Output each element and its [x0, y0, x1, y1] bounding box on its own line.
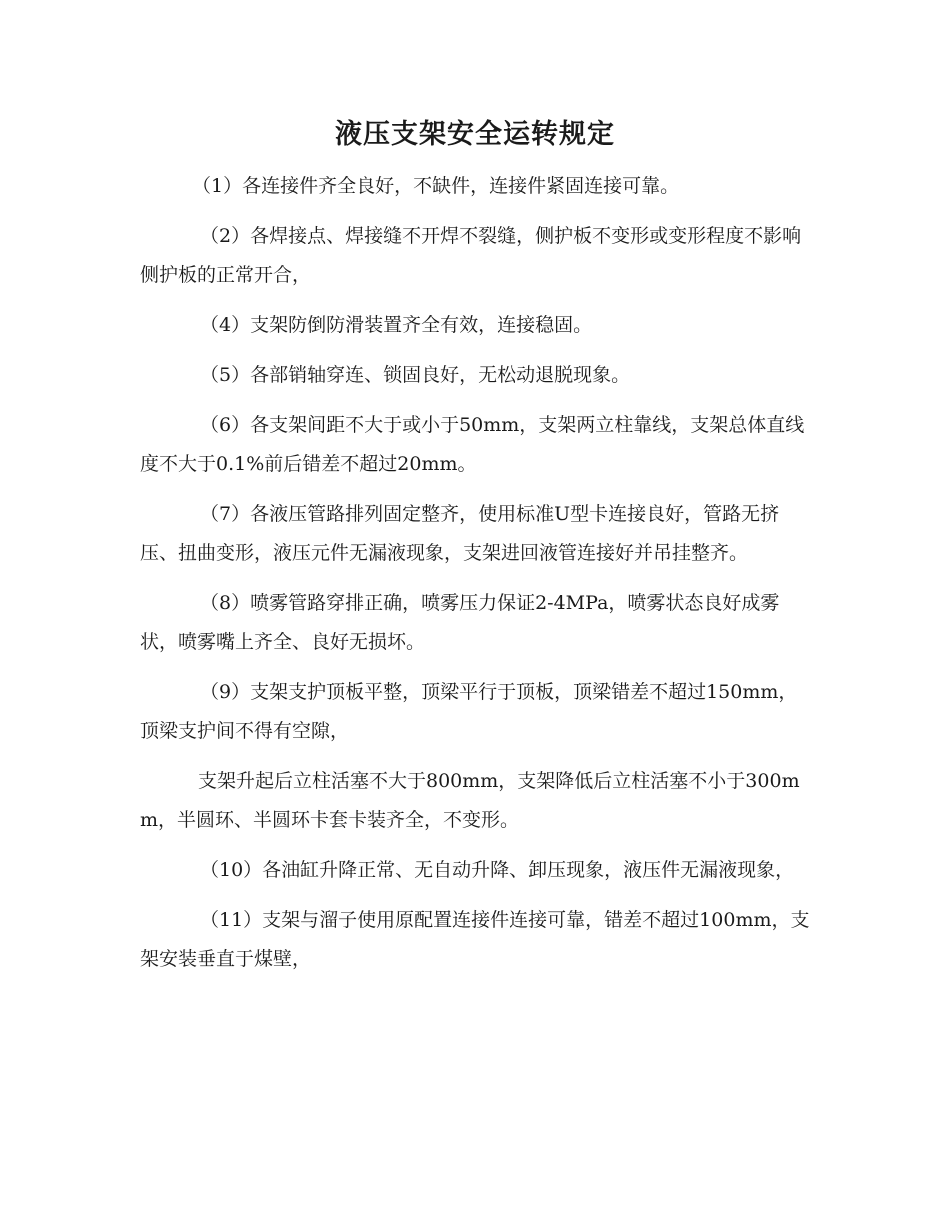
paragraph-item-9: （9）支架支护顶板平整，顶梁平行于顶板，顶梁错差不超过150mm，顶梁支护间不得有空隙， [140, 681, 798, 742]
paragraph-item-7: （7）各液压管路排列固定整齐，使用标准U型卡连接良好，管路无挤压、扭曲变形，液压元件无漏液现象，支架进回液管连接好并吊挂整齐。 [140, 503, 780, 564]
paragraph-item-2: （2）各焊接点、焊接缝不开焊不裂缝，侧护板不变形或变形程度不影响侧护板的正常开合， [140, 225, 802, 286]
paragraph-item-1: （1）各连接件齐全良好，不缺件，连接件紧固连接可靠。 [192, 175, 680, 197]
paragraph-item-8: （8）喷雾管路穿排正确，喷雾压力保证2-4MPa，喷雾状态良好成雾状，喷雾嘴上齐全、良好无损坏。 [140, 592, 780, 653]
document-title: 液压支架安全运转规定 [335, 119, 615, 150]
document-body [140, 167, 810, 990]
paragraph-item-5: （5）各部销轴穿连、锁固良好，无松动退脱现象。 [200, 364, 631, 386]
paragraph-item-6: （6）各支架间距不大于或小于50mm，支架两立柱靠线，支架总体直线度不大于0.1%前后错差不超过20mm。 [140, 414, 805, 475]
paragraph-item-11: （11）支架与溜子使用原配置连接件连接可靠，错差不超过100mm，支架安装垂直于煤壁， [140, 909, 810, 970]
paragraph-item-4: （4）支架防倒防滑装置齐全有效，连接稳固。 [200, 314, 593, 336]
paragraph-item-9-continued: 支架升起后立柱活塞不大于800mm，支架降低后立柱活塞不小于300mm，半圆环、半圆环卡套卡装齐全，不变形。 [140, 770, 800, 831]
paragraph-item-10: （10）各油缸升降正常、无自动升降、卸压现象，液压件无漏液现象， [200, 859, 795, 881]
